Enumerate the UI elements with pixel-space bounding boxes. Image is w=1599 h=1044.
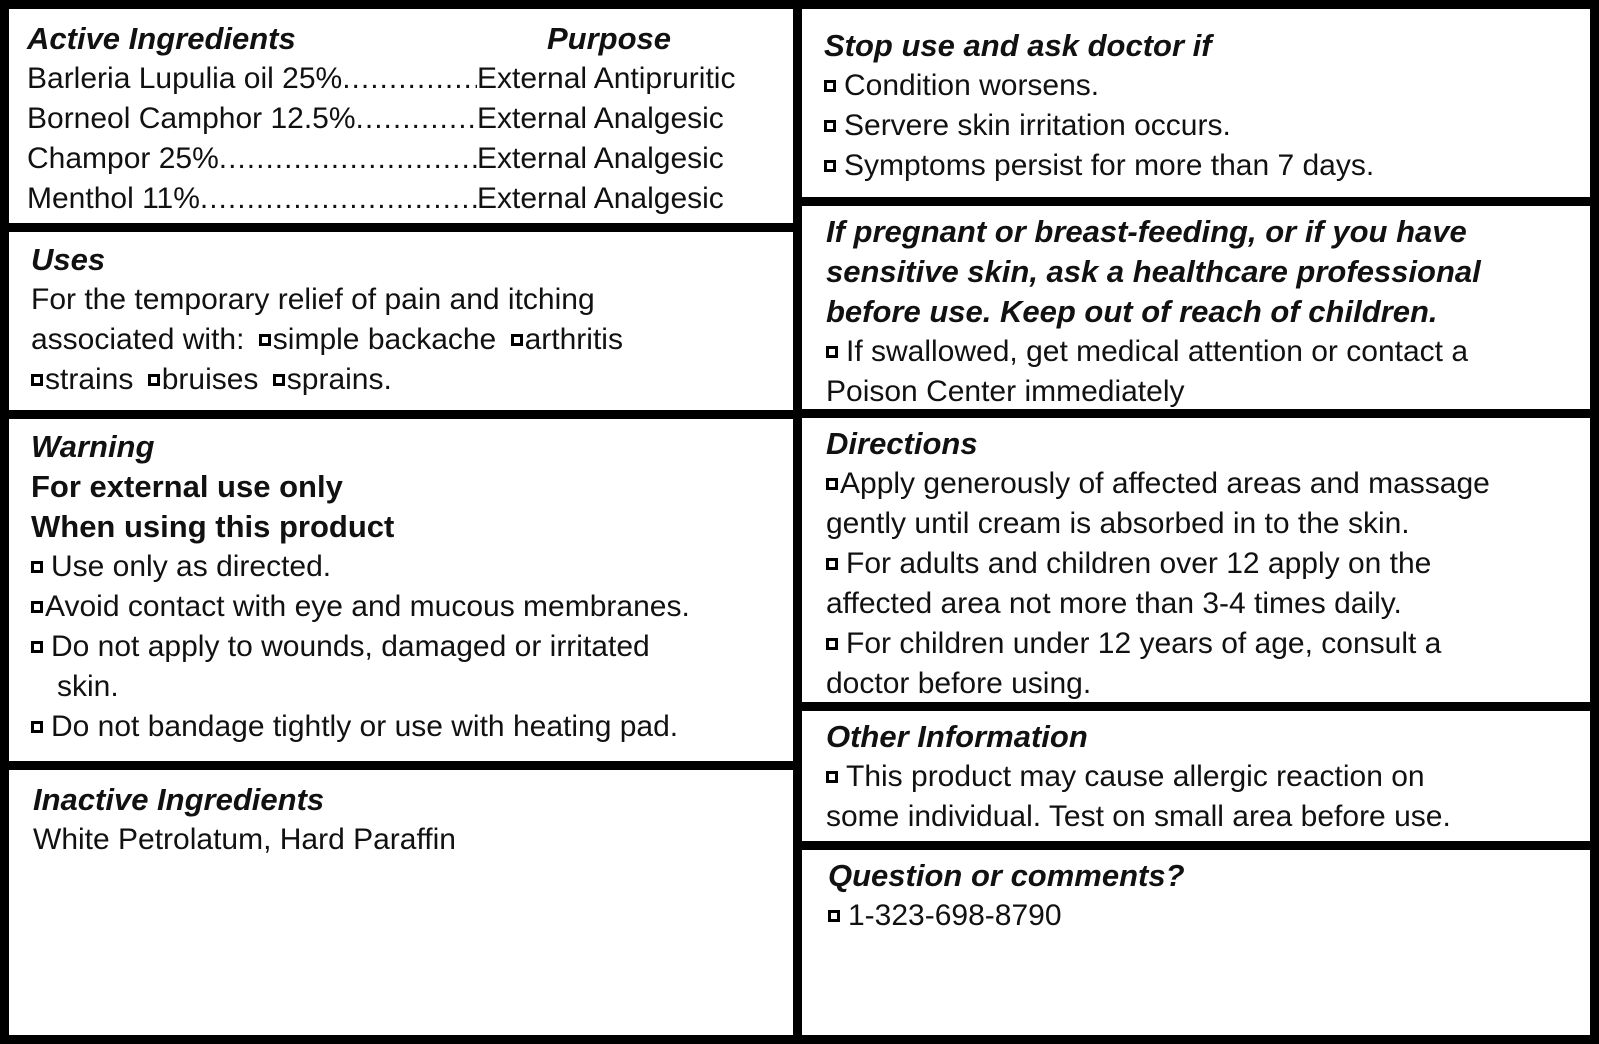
pregnancy-line-2: sensitive skin, ask a healthcare professional	[826, 254, 1481, 289]
square-bullet-icon	[31, 374, 43, 386]
phone-number: 1-323-698-8790	[828, 896, 1572, 936]
uses-item: sprains.	[286, 363, 392, 396]
uses-item: bruises	[161, 363, 259, 396]
questions-heading: Question or comments?	[828, 858, 1185, 893]
ingredient-name: Borneol Camphor 12.5%	[27, 102, 356, 135]
inactive-ingredients-text: White Petrolatum, Hard Paraffin	[33, 823, 456, 856]
ingredient-purpose: External Analgesic	[477, 182, 724, 215]
warning-item-continued: skin.	[57, 670, 119, 703]
square-bullet-icon	[826, 346, 838, 358]
pregnancy-line-1: If pregnant or breast-feeding, or if you have	[826, 214, 1467, 249]
ingredient-purpose: External Analgesic	[477, 102, 724, 135]
directions-item-continued: affected area not more than 3-4 times daily.	[826, 587, 1402, 620]
square-bullet-icon	[511, 334, 523, 346]
stop-use-item: Symptoms persist for more than 7 days.	[824, 146, 1572, 186]
square-bullet-icon	[31, 641, 43, 653]
directions-item-continued: doctor before using.	[826, 667, 1092, 700]
leader-dots	[342, 59, 477, 99]
ingredient-purpose: External Antipruritic	[477, 62, 736, 95]
warning-item: Use only as directed.	[31, 547, 775, 587]
leader-dots	[200, 179, 477, 219]
warning-heading: Warning	[31, 429, 155, 464]
active-ingredients-list	[27, 59, 765, 219]
square-bullet-icon	[31, 561, 43, 573]
square-bullet-icon	[273, 374, 285, 386]
swallowed-line-2: Poison Center immediately	[826, 375, 1185, 408]
uses-line-1: For the temporary relief of pain and itching	[31, 283, 595, 316]
warning-item: Avoid contact with eye and mucous membranes.	[31, 587, 775, 627]
ingredient-name: Menthol 11%	[27, 182, 200, 215]
uses-line-2	[31, 320, 775, 360]
pregnancy-line-3: before use. Keep out of reach of children.	[826, 294, 1438, 329]
left-column	[9, 9, 793, 1035]
ingredient-row	[27, 139, 765, 179]
leader-dots	[356, 99, 477, 139]
uses-item: arthritis	[524, 323, 623, 356]
uses-prefix: associated with:	[31, 323, 245, 356]
square-bullet-icon	[259, 334, 271, 346]
warning-panel	[9, 419, 793, 761]
right-column	[802, 9, 1590, 1035]
ingredient-row	[27, 99, 765, 139]
square-bullet-icon	[826, 478, 838, 490]
square-bullet-icon	[824, 80, 836, 92]
other-information-line-1: This product may cause allergic reaction on	[826, 757, 1572, 797]
square-bullet-icon	[828, 910, 840, 922]
directions-item: For children under 12 years of age, consult a	[826, 624, 1572, 664]
pregnancy-panel	[802, 206, 1590, 409]
stop-use-item: Servere skin irritation occurs.	[824, 106, 1572, 146]
square-bullet-icon	[826, 771, 838, 783]
warning-external-use: For external use only	[31, 469, 343, 504]
warning-when-using: When using this product	[31, 509, 395, 544]
uses-item: strains	[45, 363, 134, 396]
warning-item: Do not bandage tightly or use with heating pad.	[31, 707, 775, 747]
inactive-ingredients-heading: Inactive Ingredients	[33, 782, 325, 817]
directions-item-continued: gently until cream is absorbed in to the skin.	[826, 507, 1410, 540]
swallowed-line-1: If swallowed, get medical attention or contact a	[826, 332, 1572, 372]
directions-item: For adults and children over 12 apply on the	[826, 544, 1572, 584]
leader-dots	[219, 139, 477, 179]
active-ingredients-heading: Active Ingredients	[27, 21, 296, 56]
active-ingredients-panel	[9, 9, 793, 223]
uses-heading: Uses	[31, 242, 106, 277]
questions-panel	[802, 850, 1590, 1035]
uses-item: simple backache	[272, 323, 497, 356]
active-ingredients-header	[27, 19, 775, 59]
inactive-ingredients-panel	[9, 770, 793, 1035]
square-bullet-icon	[824, 160, 836, 172]
other-information-heading: Other Information	[826, 719, 1088, 754]
purpose-heading: Purpose	[547, 21, 672, 56]
directions-panel	[802, 418, 1590, 702]
stop-use-item: Condition worsens.	[824, 66, 1572, 106]
stop-use-heading: Stop use and ask doctor if	[824, 28, 1212, 63]
ingredient-name: Champor 25%	[27, 142, 219, 175]
ingredient-name: Barleria Lupulia oil 25%	[27, 62, 343, 95]
square-bullet-icon	[826, 638, 838, 650]
directions-item: Apply generously of affected areas and massage	[826, 464, 1572, 504]
uses-line-3	[31, 360, 775, 400]
square-bullet-icon	[826, 558, 838, 570]
stop-use-panel	[802, 9, 1590, 197]
other-information-panel	[802, 711, 1590, 841]
ingredient-row	[27, 179, 765, 219]
other-information-line-2: some individual. Test on small area before use.	[826, 800, 1451, 833]
square-bullet-icon	[31, 601, 43, 613]
ingredient-purpose: External Analgesic	[477, 142, 724, 175]
square-bullet-icon	[31, 721, 43, 733]
directions-heading: Directions	[826, 426, 978, 461]
ingredient-row	[27, 59, 765, 99]
uses-panel	[9, 232, 793, 410]
square-bullet-icon	[148, 374, 160, 386]
warning-item: Do not apply to wounds, damaged or irritated	[31, 627, 775, 667]
square-bullet-icon	[824, 120, 836, 132]
